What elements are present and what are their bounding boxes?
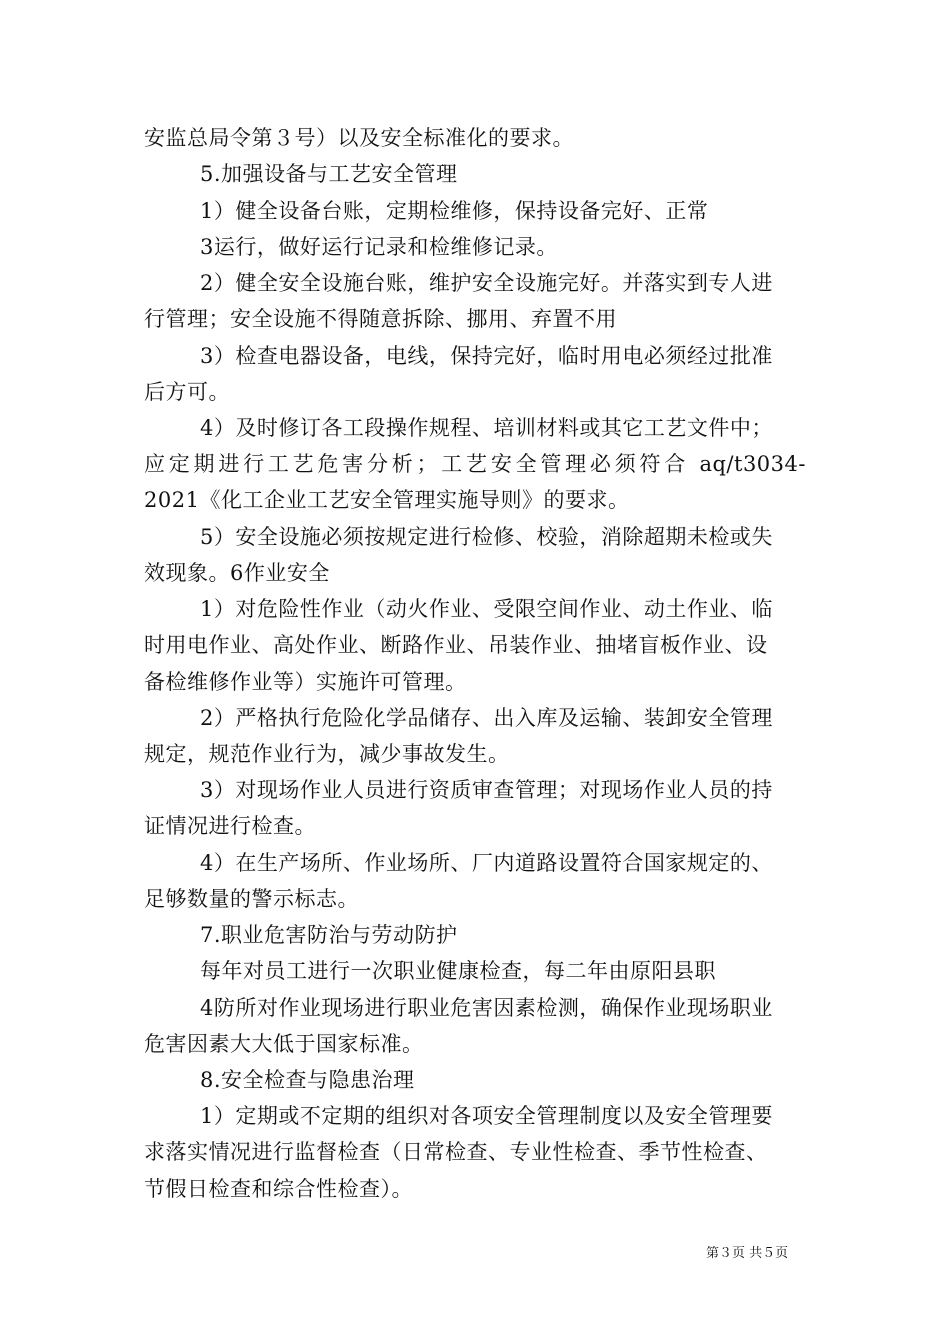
- body-text-line: 每年对员工进行一次职业健康检查，每二年由原阳县职: [200, 959, 716, 983]
- body-text-line: 节假日检查和综合性检查）。: [144, 1177, 413, 1201]
- body-text-line: 2021《化工企业工艺安全管理实施导则》的要求。: [144, 488, 630, 512]
- body-text-line: 求落实情况进行监督检查（日常检查、专业性检查、季节性检查、: [144, 1140, 768, 1164]
- body-text-line: 足够数量的警示标志。: [144, 887, 359, 911]
- body-text-line: 应定期进行工艺危害分析；工艺安全管理必须符合 aq/t3034-: [144, 452, 806, 476]
- body-text-line: 5）安全设施必须按规定进行检修、校验，消除超期未检或失: [200, 525, 773, 549]
- body-text-line: 1）定期或不定期的组织对各项安全管理制度以及安全管理要: [200, 1104, 773, 1128]
- body-text-line: 1）健全设备台账，定期检维修，保持设备完好、正常: [200, 199, 709, 223]
- section-heading: 7.职业危害防治与劳动防护: [200, 923, 458, 947]
- body-text-line: 时用电作业、高处作业、断路作业、吊装作业、抽堵盲板作业、设: [144, 633, 768, 657]
- body-text-line: 2）严格执行危险化学品储存、出入库及运输、装卸安全管理: [200, 706, 773, 730]
- body-text-line: 行管理；安全设施不得随意拆除、挪用、弃置不用: [144, 307, 617, 331]
- section-heading: 5.加强设备与工艺安全管理: [200, 162, 458, 186]
- body-text-line: 4）及时修订各工段操作规程、培训材料或其它工艺文件中；: [200, 416, 773, 440]
- body-text-line: 规定，规范作业行为，减少事故发生。: [144, 742, 510, 766]
- body-text-line: 备检维修作业等）实施许可管理。: [144, 670, 467, 694]
- body-text-line: 4防所对作业现场进行职业危害因素检测，确保作业现场职业: [200, 996, 773, 1020]
- body-text-line: 后方可。: [144, 380, 230, 404]
- body-text-line: 3运行，做好运行记录和检维修记录。: [200, 235, 558, 259]
- body-text-line: 效现象。6作业安全: [144, 561, 330, 585]
- page-number: 第３页 共５页: [706, 1246, 789, 1261]
- body-text-line: 危害因素大大低于国家标准。: [144, 1032, 424, 1056]
- body-text-line: 2）健全安全设施台账，维护安全设施完好。并落实到专人进: [200, 271, 773, 295]
- section-heading: 8.安全检查与隐患治理: [200, 1068, 415, 1092]
- body-text-line: 证情况进行检查。: [144, 814, 316, 838]
- body-text-line: 4）在生产场所、作业场所、厂内道路设置符合国家规定的、: [200, 851, 773, 875]
- body-text-line: 1）对危险性作业（动火作业、受限空间作业、动土作业、临: [200, 597, 773, 621]
- body-text-line: 安监总局令第３号）以及安全标准化的要求。: [144, 126, 574, 150]
- body-text-line: 3）检查电器设备，电线，保持完好，临时用电必须经过批准: [200, 344, 773, 368]
- body-text-line: 3）对现场作业人员进行资质审查管理；对现场作业人员的持: [200, 778, 773, 802]
